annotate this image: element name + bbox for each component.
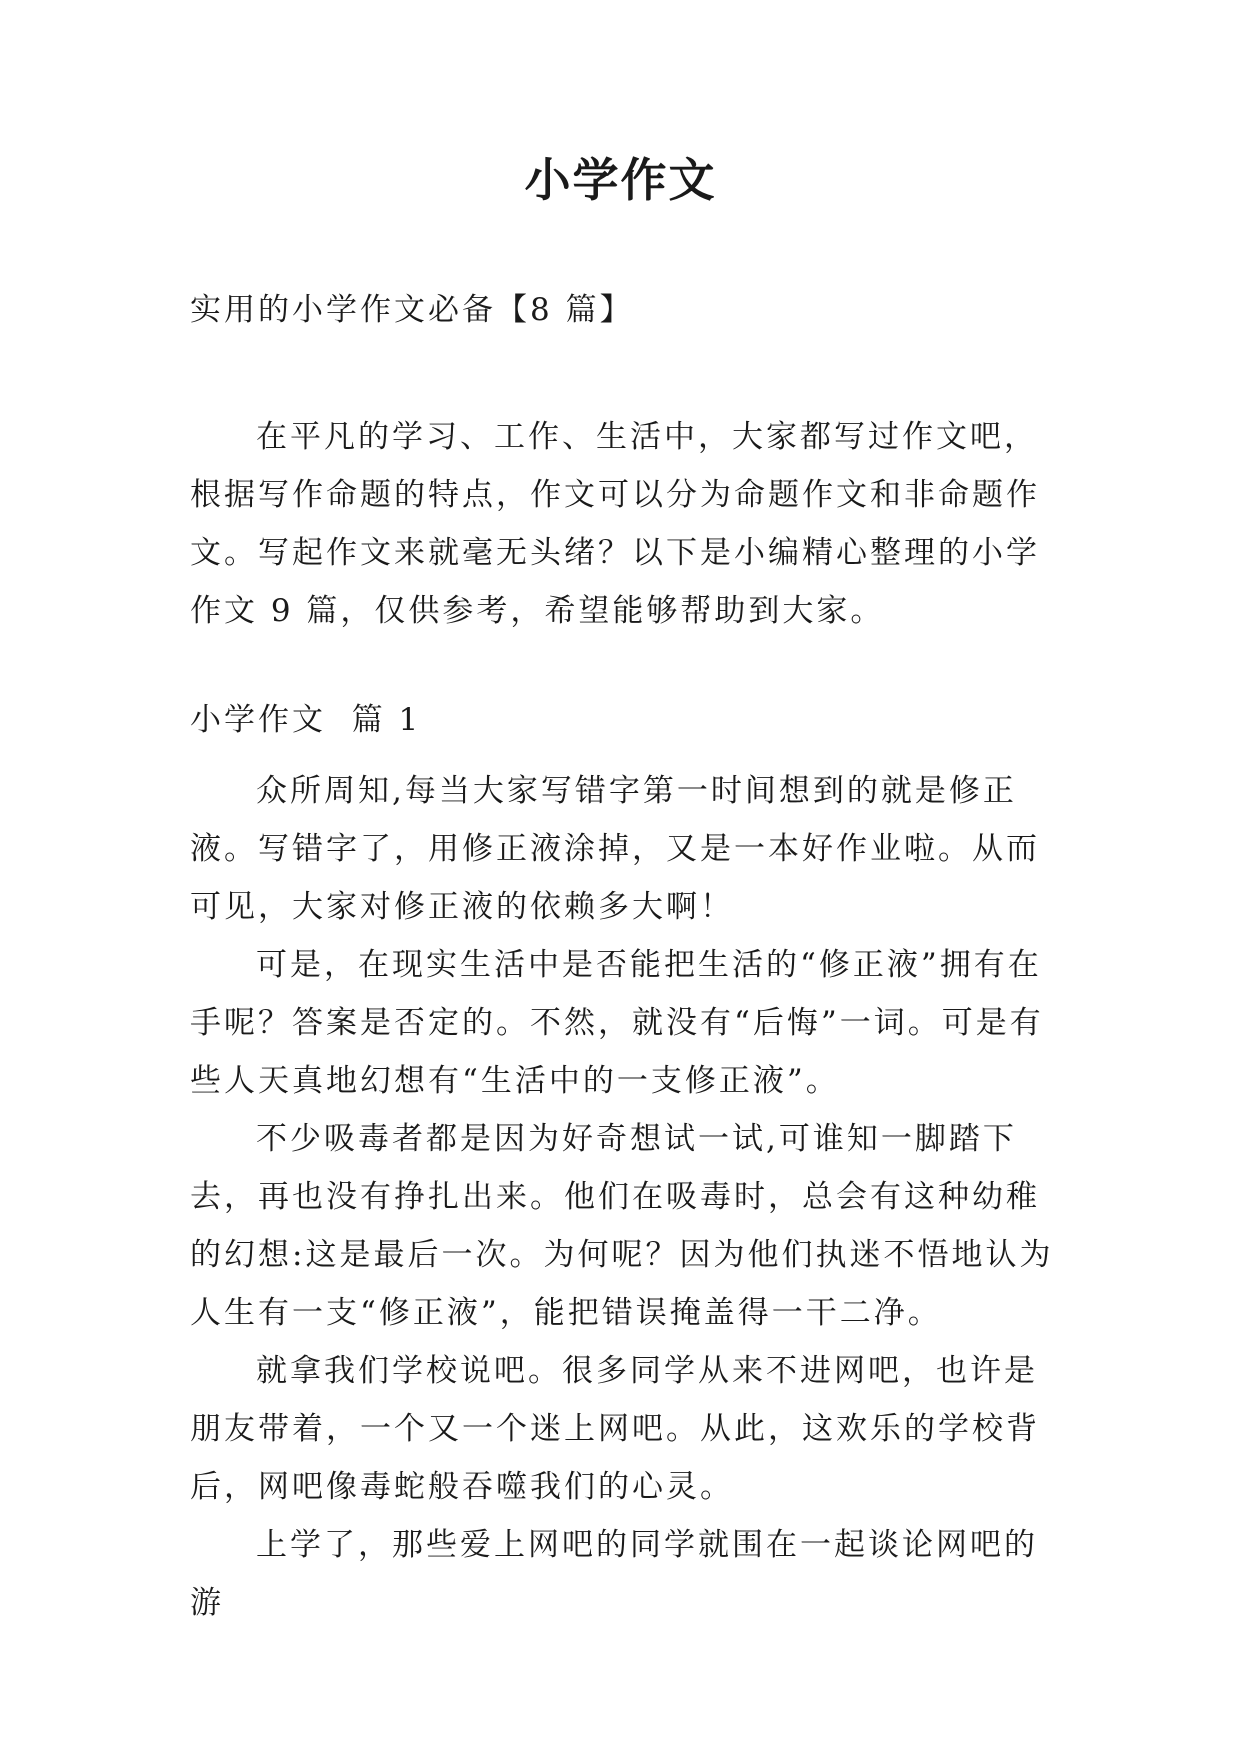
body-paragraph: 众所周知,每当大家写错字第一时间想到的就是修正液。写错字了，用修正液涂掉，又是一本好作业啦。从而可见，大家对修正液的依赖多大啊！ bbox=[190, 773, 1040, 925]
section-body bbox=[190, 762, 1070, 1632]
section-heading: 小学作文 篇 1 bbox=[190, 702, 422, 738]
document-title: 小学作文 bbox=[524, 153, 717, 207]
body-paragraph: 就拿我们学校说吧。很多同学从来不进网吧，也许是朋友带着，一个又一个迷上网吧。从此，这欢乐的学校背后，网吧像毒蛇般吞噬我们的心灵。 bbox=[190, 1353, 1040, 1505]
body-paragraph: 上学了，那些爱上网吧的同学就围在一起谈论网吧的游 bbox=[190, 1527, 1038, 1621]
body-paragraph: 可是，在现实生活中是否能把生活的“修正液”拥有在手呢？答案是否定的。不然，就没有“后悔”一词。可是有些人天真地幻想有“生活中的一支修正液”。 bbox=[190, 947, 1044, 1099]
document-subtitle: 实用的小学作文必备【8 篇】 bbox=[190, 292, 634, 328]
body-paragraph: 不少吸毒者都是因为好奇想试一试,可谁知一脚踏下去，再也没有挣扎出来。他们在吸毒时，总会有这种幼稚的幻想:这是最后一次。为何呢？因为他们执迷不悟地认为人生有一支“修正液”，能把错误掩盖得一干二净。 bbox=[190, 1121, 1054, 1331]
intro-paragraph: 在平凡的学习、工作、生活中，大家都写过作文吧，根据写作命题的特点，作文可以分为命题作文和非命题作文。写起作文来就毫无头绪？以下是小编精心整理的小学作文 9 篇，仅供参考，希望能够帮助到大家。 bbox=[190, 419, 1040, 629]
